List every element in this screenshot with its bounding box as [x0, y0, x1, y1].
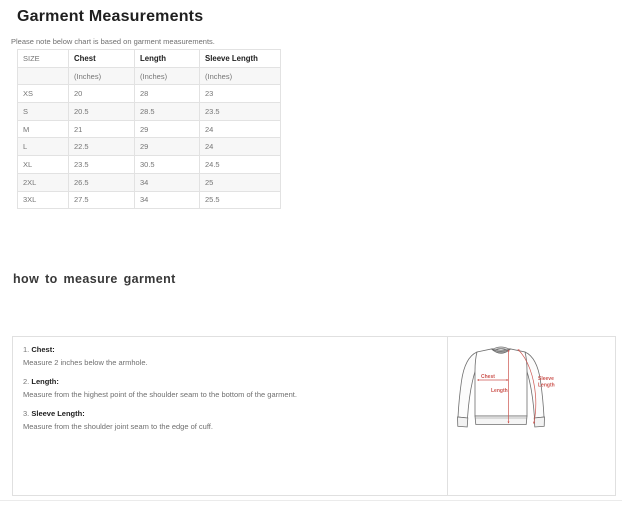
length-cell: 29: [135, 120, 200, 138]
chest-cell: 23.5: [69, 156, 135, 174]
length-cell: 30.5: [135, 156, 200, 174]
sleeve-cell: 25: [200, 173, 281, 191]
chest-cell: 20.5: [69, 103, 135, 121]
instruction-label: Length:: [31, 377, 59, 386]
chest-cell: 27.5: [69, 191, 135, 209]
chest-cell: 21: [69, 120, 135, 138]
sleeve-label-line2: Length: [538, 382, 555, 389]
size-cell: XL: [18, 156, 69, 174]
size-cell: 3XL: [18, 191, 69, 209]
length-cell: 34: [135, 173, 200, 191]
chest-cell: 26.5: [69, 173, 135, 191]
header-chest: Chest: [69, 50, 135, 68]
instruction-number: 3.: [23, 409, 30, 418]
subheader-length: (Inches): [135, 67, 200, 85]
sleeve-cell: 24.5: [200, 156, 281, 174]
instructions-list: [13, 337, 447, 495]
how-to-measure-heading: how to measure garment: [13, 272, 176, 286]
instruction-label: Chest:: [31, 345, 55, 354]
instruction-text: Measure from the shoulder joint seam to the edge of cuff.: [23, 421, 213, 431]
instruction-item: [23, 376, 437, 401]
measurement-note: Please note below chart is based on garment measurements.: [11, 37, 215, 46]
table-row: [18, 85, 281, 103]
size-cell: M: [18, 120, 69, 138]
table-row: [18, 103, 281, 121]
size-cell: XS: [18, 85, 69, 103]
instruction-number: 1.: [23, 345, 30, 354]
chest-cell: 22.5: [69, 138, 135, 156]
sleeve-cell: 24: [200, 138, 281, 156]
length-cell: 28: [135, 85, 200, 103]
subheader-size: [18, 67, 69, 85]
bottom-divider: [0, 500, 622, 501]
sleeve-label-line1: Sleeve: [538, 376, 554, 382]
length-cell: 29: [135, 138, 200, 156]
instruction-text: Measure from the highest point of the shoulder seam to the bottom of the garment.: [23, 389, 297, 399]
sweater-diagram: [448, 337, 616, 495]
size-cell: L: [18, 138, 69, 156]
instruction-text: Measure 2 inches below the armhole.: [23, 357, 148, 367]
subheader-chest: (Inches): [69, 67, 135, 85]
chest-label: Chest: [481, 374, 495, 380]
instruction-number: 2.: [23, 377, 30, 386]
page-title: Garment Measurements: [17, 8, 204, 25]
header-sleeve-length: Sleeve Length: [200, 50, 281, 68]
subheader-sleeve: (Inches): [200, 67, 281, 85]
length-cell: 28.5: [135, 103, 200, 121]
diagram-cell: [447, 337, 615, 495]
sleeve-cell: 23: [200, 85, 281, 103]
size-cell: S: [18, 103, 69, 121]
sleeve-cell: 25.5: [200, 191, 281, 209]
table-header-row: [18, 50, 281, 68]
table-row: [18, 156, 281, 174]
size-chart-table: [17, 49, 281, 209]
instruction-item: [23, 408, 437, 433]
size-cell: 2XL: [18, 173, 69, 191]
sleeve-cell: 23.5: [200, 103, 281, 121]
sleeve-cell: 24: [200, 120, 281, 138]
length-cell: 34: [135, 191, 200, 209]
table-row: [18, 173, 281, 191]
table-row: [18, 138, 281, 156]
measure-instructions-panel: [12, 336, 616, 496]
header-length: Length: [135, 50, 200, 68]
chest-cell: 20: [69, 85, 135, 103]
instruction-label: Sleeve Length:: [31, 409, 85, 418]
table-row: [18, 120, 281, 138]
instruction-item: [23, 344, 437, 369]
table-subheader-row: [18, 67, 281, 85]
header-size: SIZE: [18, 50, 69, 68]
length-label: Length: [491, 388, 508, 394]
table-row: [18, 191, 281, 209]
